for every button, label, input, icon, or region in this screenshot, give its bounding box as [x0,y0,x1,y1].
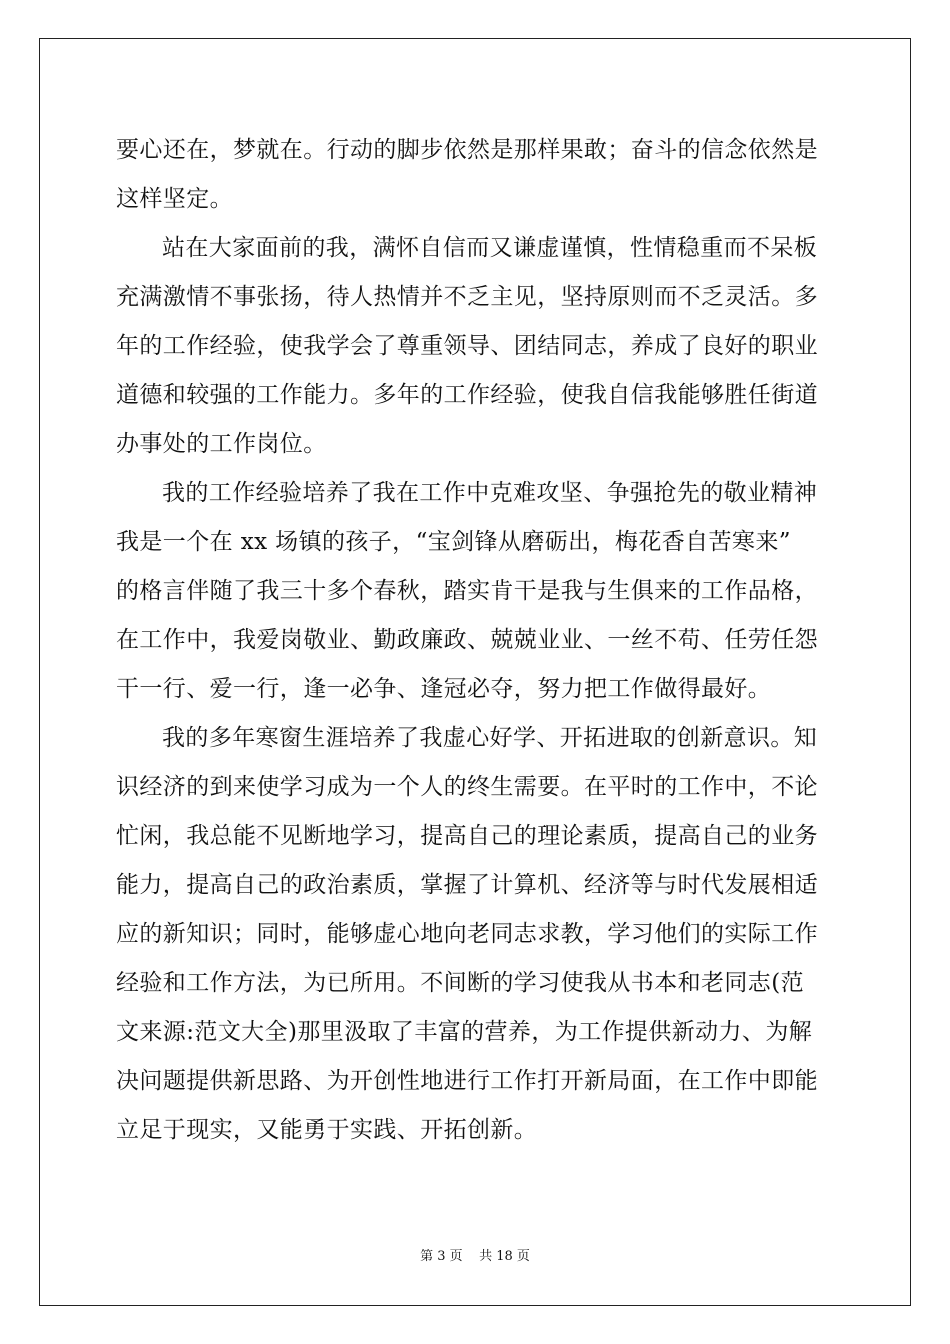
text-line: 年的工作经验，使我学会了尊重领导、团结同志，养成了良好的职业 [116,333,818,359]
text-line: 识经济的到来使学习成为一个人的终生需要。在平时的工作中，不论 [116,774,818,800]
text-line: 文来源:范文大全)那里汲取了丰富的营养，为工作提供新动力、为解 [116,1019,813,1045]
paragraph-first-line: 站在大家面前的我，满怀自信而又谦虚谨慎，性情稳重而不呆板 [162,235,818,261]
text-line: 在工作中，我爱岗敬业、勤政廉政、兢兢业业、一丝不苟、任劳任怨 [116,627,818,653]
text-line: 这样坚定。 [116,186,233,212]
text-line: 我是一个在 xx 场镇的孩子，“宝剑锋从磨砺出，梅花香自苦寒来” [116,529,791,555]
text-line: 决问题提供新思路、为开创性地进行工作打开新局面，在工作中即能 [116,1068,818,1094]
text-line: 忙闲，我总能不见断地学习，提高自己的理论素质，提高自己的业务 [116,823,818,849]
text-line: 的格言伴随了我三十多个春秋，踏实肯干是我与生俱来的工作品格， [116,578,818,604]
text-line: 经验和工作方法，为已所用。不间断的学习使我从书本和老同志(范 [116,970,804,996]
document-body [116,126,836,1155]
text-line: 办事处的工作岗位。 [116,431,327,457]
paragraph-first-line: 我的工作经验培养了我在工作中克难攻坚、争强抢先的敬业精神 [162,480,818,506]
text-line: 要心还在，梦就在。行动的脚步依然是那样果敢；奋斗的信念依然是 [116,137,818,163]
paragraph-first-line: 我的多年寒窗生涯培养了我虚心好学、开拓进取的创新意识。知 [162,725,818,751]
page-number-footer: 第 3 页 共 18 页 [420,1249,530,1264]
text-line: 立足于现实，又能勇于实践、开拓创新。 [116,1117,538,1143]
text-line: 能力，提高自己的政治素质，掌握了计算机、经济等与时代发展相适 [116,872,818,898]
text-line: 应的新知识；同时，能够虚心地向老同志求教，学习他们的实际工作 [116,921,818,947]
text-line: 充满激情不事张扬，待人热情并不乏主见，坚持原则而不乏灵活。多 [116,284,818,310]
text-line: 干一行、爱一行，逢一必争、逢冠必夺，努力把工作做得最好。 [116,676,772,702]
text-line: 道德和较强的工作能力。多年的工作经验，使我自信我能够胜任街道 [116,382,818,408]
